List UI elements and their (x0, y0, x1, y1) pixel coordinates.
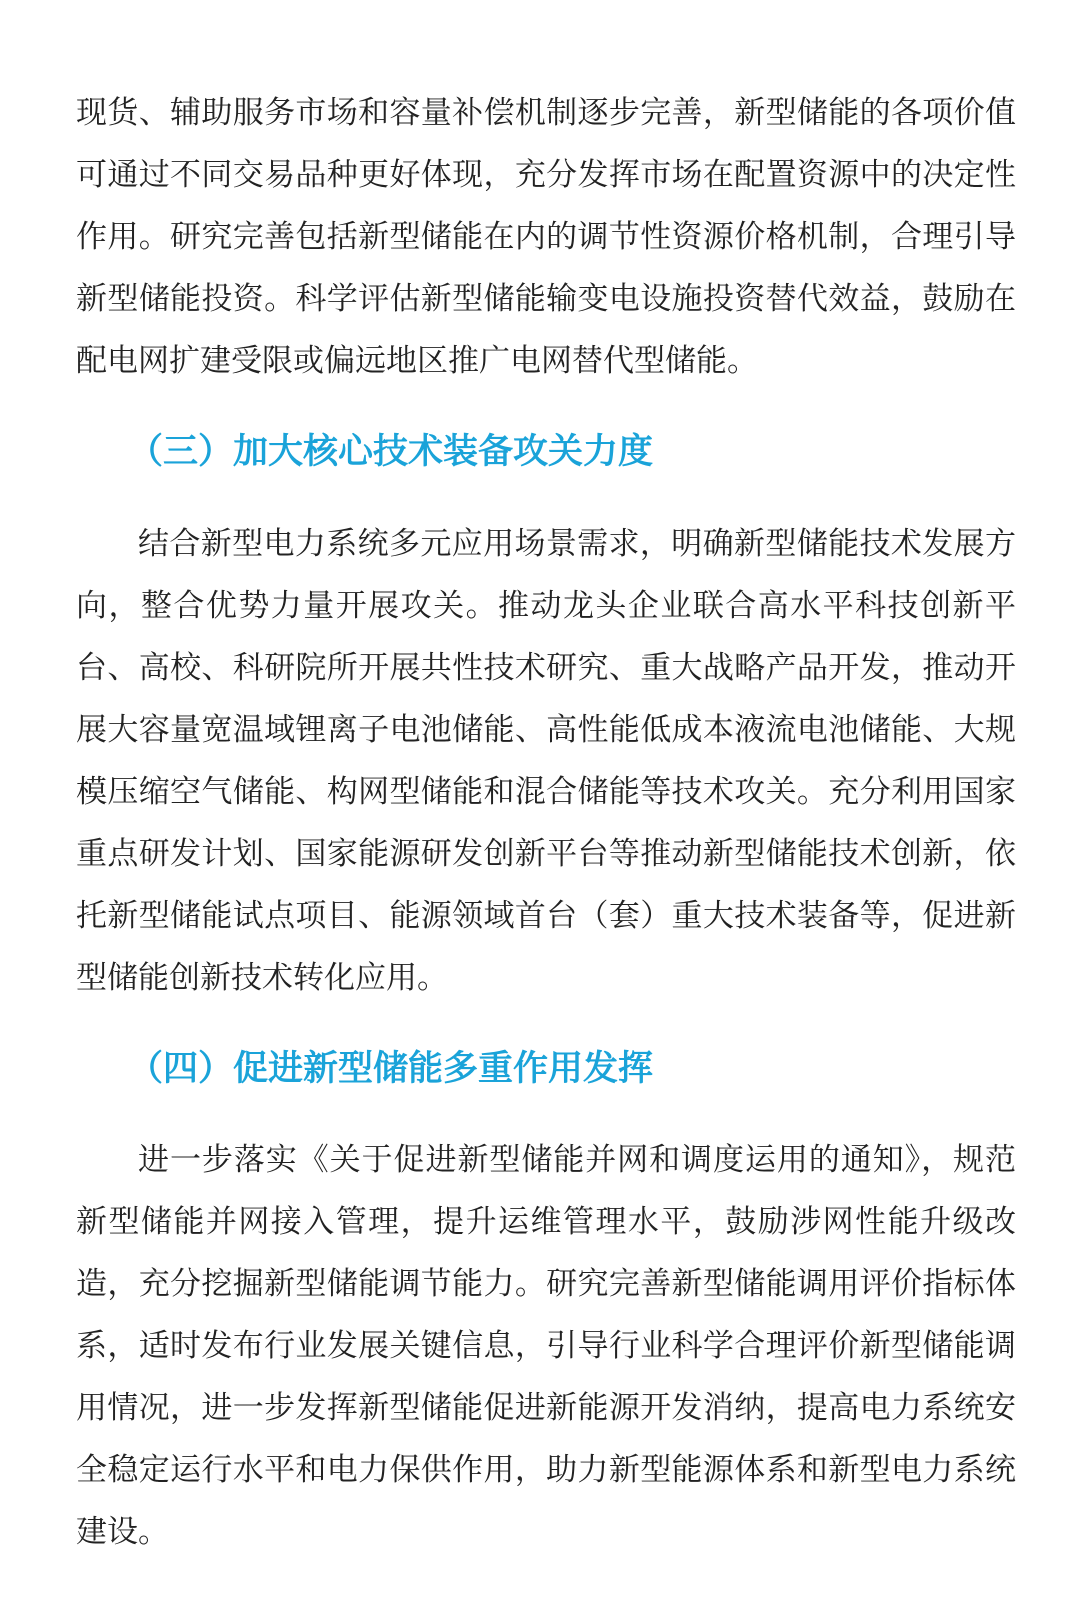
section-heading-4: （四）促进新型储能多重作用发挥 (128, 1049, 654, 1089)
body-paragraph: 现货、辅助服务市场和容量补偿机制逐步完善，新型储能的各项价值可通过不同交易品种更好体现，充分发挥市场在配置资源中的决定性作用。研究完善包括新型储能在内的调节性资源价格机制，合理引导新型储能投资。科学评估新型储能输变电设施投资替代效益，鼓励在配电网扩建受限或偏远地区推广电网替代型储能。 (76, 95, 1016, 379)
section-heading-3: （三）加大核心技术装备攻关力度 (128, 432, 654, 472)
body-paragraph: 进一步落实《关于促进新型储能并网和调度运用的通知》，规范新型储能并网接入管理，提升运维管理水平，鼓励涉网性能升级改造，充分挖掘新型储能调节能力。研究完善新型储能调用评价指标体系，适时发布行业发展关键信息，引导行业科学合理评价新型储能调用情况，进一步发挥新型储能促进新能源开发消纳，提高电力系统安全稳定运行水平和电力保供作用，助力新型能源体系和新型电力系统建设。 (76, 1142, 1016, 1550)
body-paragraph: 结合新型电力系统多元应用场景需求，明确新型储能技术发展方向，整合优势力量开展攻关。推动龙头企业联合高水平科技创新平台、高校、科研院所开展共性技术研究、重大战略产品开发，推动开展大容量宽温域锂离子电池储能、高性能低成本液流电池储能、大规模压缩空气储能、构网型储能和混合储能等技术攻关。充分利用国家重点研发计划、国家能源研发创新平台等推动新型储能技术创新，依托新型储能试点项目、能源领域首台（套）重大技术装备等，促进新型储能创新技术转化应用。 (76, 526, 1016, 996)
